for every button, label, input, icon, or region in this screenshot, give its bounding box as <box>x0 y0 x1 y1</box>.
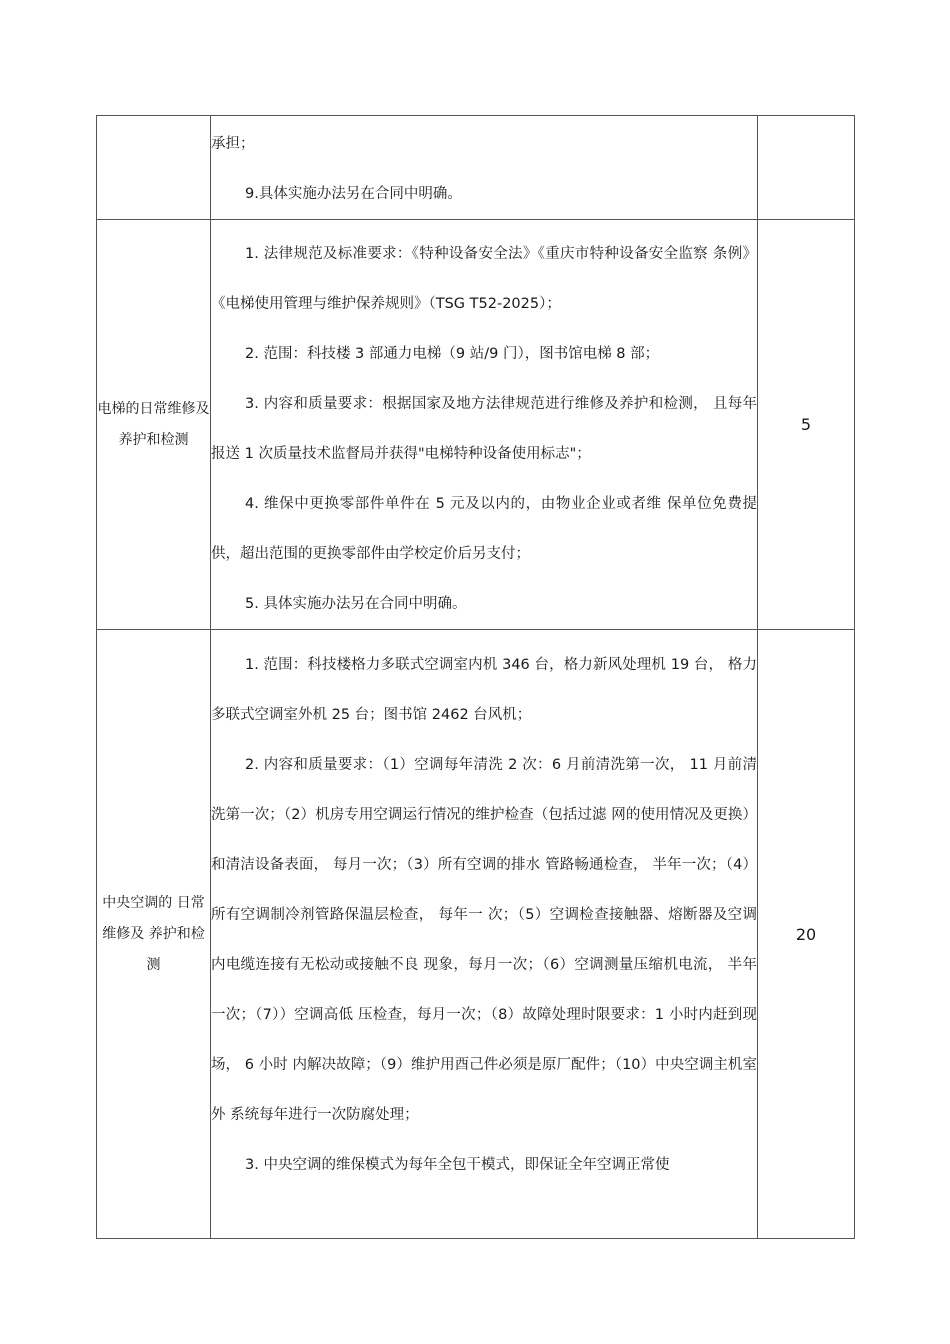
item-name-cell <box>97 116 211 220</box>
table-row <box>97 220 855 630</box>
item-content-cell <box>211 116 758 220</box>
score-cell: 5 <box>758 220 855 630</box>
content-paragraph: 4. 维保中更换零部件单件在 5 元及以内的，由物业企业或者维 保单位免费提供，超出范围的更换零部件由学校定价后另支付； <box>211 496 757 562</box>
item-content-cell <box>211 630 758 1239</box>
content-paragraph: 2. 范围：科技楼 3 部通力电梯（9 站/9 门），图书馆电梯 8 部； <box>245 346 660 362</box>
item-name-cell: 电梯的日常维修及养护和检测 <box>97 220 211 630</box>
content-paragraph: 1. 法律规范及标准要求：《特种设备安全法》《重庆市特种设备安全监察 条例》《电梯使用管理与维护保养规则》（TSG T52-2025）； <box>211 246 757 312</box>
item-content-cell <box>211 220 758 630</box>
content-paragraph: 3. 中央空调的维保模式为每年全包干模式，即保证全年空调正常使 <box>245 1157 670 1173</box>
table-row <box>97 630 855 1239</box>
service-spec-table <box>96 115 855 1239</box>
table-row <box>97 116 855 220</box>
item-name-cell: 中央空调的 日常维修及 养护和检测 <box>97 630 211 1239</box>
content-paragraph: 承担； <box>211 136 255 152</box>
content-paragraph: 2. 内容和质量要求：（1）空调每年清洗 2 次：6 月前清洗第一次， 11 月前清洗第一次；（2）机房专用空调运行情况的维护检查（包括过滤 网的使用情况及更换）和清洁设备表面， 每月一次；（3）所有空调的排水 管路畅通检查， 半年一次；（4）所有空调制冷剂管路保温层检查， 每年一 次；（5）空调检查接触器、熔断器及空调内电缆连接有无松动或接触不良 现象，每月一次；（6）空调测量压缩机电流， 半年一次；（7））空调高低 压检查，每月一次；（8）故障处理时限要求：1 小时内赶到现场， 6 小时 内解决故障；（9）维护用酉己件必须是原厂配件；（10）中央空调主机室外 系统每年进行一次防腐处理； <box>211 757 757 1123</box>
content-paragraph: 3. 内容和质量要求：根据国家及地方法律规范进行维修及养护和检测， 且每年报送 1 次质量技术监督局并获得"电梯特种设备使用标志"； <box>211 396 757 462</box>
score-cell <box>758 116 855 220</box>
score-cell: 20 <box>758 630 855 1239</box>
content-paragraph: 9.具体实施办法另在合同中明确。 <box>245 186 462 202</box>
content-paragraph: 5. 具体实施办法另在合同中明确。 <box>245 596 467 612</box>
content-paragraph: 1. 范围：科技楼格力多联式空调室内机 346 台，格力新风处理机 19 台， 格力多联式空调室外机 25 台；图书馆 2462 台风机； <box>211 657 757 723</box>
